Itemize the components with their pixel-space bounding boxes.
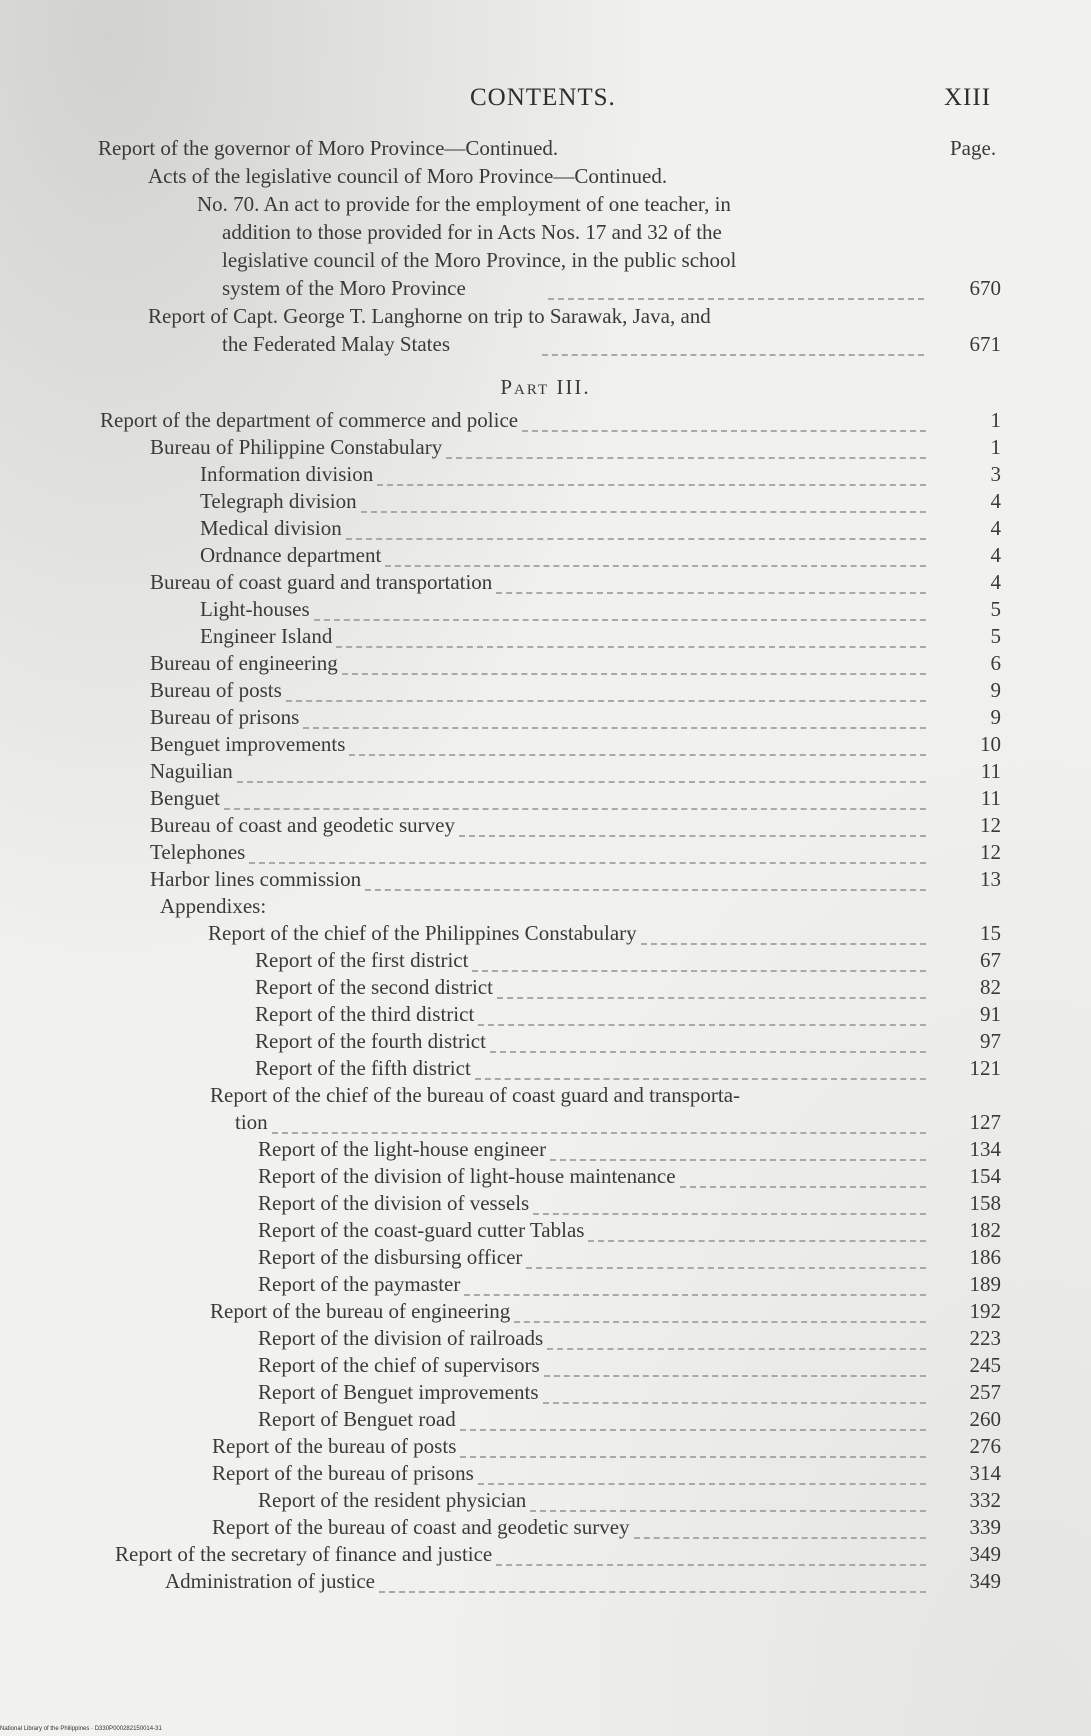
dot-leader: [533, 1211, 926, 1215]
page-number: 121: [969, 1056, 1001, 1080]
dot-leader: [361, 509, 926, 513]
part-heading: Part III.: [500, 375, 591, 399]
toc-entry: [0, 948, 1091, 976]
toc-entry-title: Report of the fourth district: [255, 1029, 486, 1053]
subheading-text: Acts of the legislative council of Moro Province—Continued.: [148, 164, 668, 188]
toc-entry-title: Telephones: [150, 840, 246, 864]
toc-entry: [0, 1353, 1091, 1381]
page-number: 82: [980, 975, 1001, 999]
toc-entry: [0, 489, 1091, 517]
page-number: 11: [980, 786, 1001, 810]
langhorne-text: Report of Capt. George T. Langhorne on trip to Sarawak, Java, and: [148, 304, 711, 328]
page-number: 314: [969, 1461, 1001, 1485]
dot-leader: [224, 806, 926, 810]
page-number: 4: [990, 570, 1001, 594]
toc-entry-title: tion: [235, 1110, 268, 1134]
toc-entry: [0, 1515, 1091, 1543]
toc-entry-title: Ordnance department: [200, 543, 382, 567]
toc-entry-title: Naguilian: [150, 759, 233, 783]
dot-leader: [496, 1562, 926, 1566]
page-number: 257: [969, 1380, 1001, 1404]
dot-leader: [478, 1481, 926, 1485]
page-number: 223: [969, 1326, 1001, 1350]
toc-langhorne-line2: [0, 332, 1091, 360]
toc-entry-title: Report of Benguet improvements: [258, 1380, 539, 1404]
toc-entry: [0, 705, 1091, 733]
toc-entry-title: Bureau of coast and geodetic survey: [150, 813, 455, 837]
page-number: 5: [990, 597, 1001, 621]
dot-leader: [680, 1184, 926, 1188]
toc-entry: [0, 1380, 1091, 1408]
dot-leader: [460, 1427, 926, 1431]
page-number: 11: [980, 759, 1001, 783]
dot-leader: [460, 1454, 926, 1458]
toc-entry-title: Report of the bureau of posts: [212, 1434, 457, 1458]
header-title: CONTENTS.: [470, 84, 616, 111]
heading-text: Report of the governor of Moro Province—Continued.: [98, 136, 559, 160]
library-footer: National Library of the Philippines · D330P000282150014-31: [0, 1726, 162, 1732]
toc-entry-title: Bureau of coast guard and transportation: [150, 570, 493, 594]
toc-entry: [0, 1002, 1091, 1030]
toc-entry: [0, 1434, 1091, 1462]
act70-text: legislative council of the Moro Province, in the public school: [222, 248, 737, 272]
toc-entry-title: Harbor lines commission: [150, 867, 362, 891]
toc-entry: [0, 1164, 1091, 1192]
dot-leader: [530, 1508, 926, 1512]
page-number: 154: [969, 1164, 1001, 1188]
toc-entry: [0, 759, 1091, 787]
toc-entry: [0, 840, 1091, 868]
dot-leader: [272, 1130, 926, 1134]
page-number: 97: [980, 1029, 1001, 1053]
page-number: 5: [990, 624, 1001, 648]
dot-leader: [346, 536, 926, 540]
toc-entry-title: Report of the division of light-house maintenance: [258, 1164, 676, 1188]
page-number: 671: [969, 332, 1001, 356]
page-number: 127: [969, 1110, 1001, 1134]
page-number: 134: [969, 1137, 1001, 1161]
page-number: 349: [969, 1542, 1001, 1566]
toc-entry: [0, 1083, 1091, 1111]
page-number: 9: [990, 705, 1001, 729]
dot-leader: [542, 352, 924, 356]
toc-entry: [0, 1461, 1091, 1489]
toc-entry-title: Report of the bureau of engineering: [210, 1299, 511, 1323]
toc-entry: [0, 516, 1091, 544]
toc-entry: [0, 543, 1091, 571]
toc-entry: [0, 894, 1091, 922]
page-number: 10: [980, 732, 1001, 756]
page-number: 186: [969, 1245, 1001, 1269]
toc-act70-line4: [0, 276, 1091, 304]
page-number: 276: [969, 1434, 1001, 1458]
page-number: 260: [969, 1407, 1001, 1431]
toc-entry: [0, 732, 1091, 760]
toc-entry: [0, 1299, 1091, 1327]
toc-entry: [0, 624, 1091, 652]
page-number: 339: [969, 1515, 1001, 1539]
dot-leader: [544, 1373, 926, 1377]
toc-entry-title: Report of the second district: [255, 975, 493, 999]
toc-entry: [0, 1218, 1091, 1246]
toc-entry: [0, 1272, 1091, 1300]
page-number: 189: [969, 1272, 1001, 1296]
dot-leader: [514, 1319, 926, 1323]
toc-act70-line1: [0, 192, 1091, 220]
page-number: 4: [990, 543, 1001, 567]
toc-entry-title: Report of the fifth district: [255, 1056, 471, 1080]
toc-entry: [0, 1029, 1091, 1057]
dot-leader: [237, 779, 926, 783]
toc-entry: [0, 462, 1091, 490]
dot-leader: [496, 590, 926, 594]
dot-leader: [472, 968, 926, 972]
dot-leader: [349, 752, 926, 756]
toc-entry-title: Bureau of engineering: [150, 651, 338, 675]
page-number: 1: [990, 435, 1001, 459]
toc-entry-title: Telegraph division: [200, 489, 357, 513]
toc-entry-title: Report of the chief of the Philippines Constabulary: [208, 921, 637, 945]
toc-entry: [0, 678, 1091, 706]
toc-entry: [0, 1542, 1091, 1570]
dot-leader: [475, 1076, 926, 1080]
act70-text: addition to those provided for in Acts Nos. 17 and 32 of the: [222, 220, 722, 244]
act70-text: No. 70. An act to provide for the employment of one teacher, in: [197, 192, 731, 216]
toc-entry-title: Report of the first district: [255, 948, 469, 972]
toc-subheading-acts: [0, 164, 1091, 192]
page-column-label: Page.: [950, 136, 997, 160]
dot-leader: [342, 671, 926, 675]
dot-leader: [459, 833, 926, 837]
page-number: 670: [969, 276, 1001, 300]
page-number: 245: [969, 1353, 1001, 1377]
toc-entry-title: Benguet improvements: [150, 732, 346, 756]
dot-leader: [385, 563, 926, 567]
dot-leader: [490, 1049, 926, 1053]
toc-entry-title: Bureau of posts: [150, 678, 282, 702]
dot-leader: [522, 428, 926, 432]
page-number: 158: [969, 1191, 1001, 1215]
page-number: 192: [969, 1299, 1001, 1323]
page-number: 332: [969, 1488, 1001, 1512]
toc-entry-title: Bureau of prisons: [150, 705, 300, 729]
dot-leader: [547, 1346, 926, 1350]
dot-leader: [379, 1589, 926, 1593]
toc-entry: [0, 975, 1091, 1003]
toc-entry-title: Report of the division of vessels: [258, 1191, 530, 1215]
toc-entry: [0, 570, 1091, 598]
toc-entry: [0, 1407, 1091, 1435]
toc-entry: [0, 1056, 1091, 1084]
dot-leader: [497, 995, 926, 999]
page-number: 9: [990, 678, 1001, 702]
page-number: 13: [980, 867, 1001, 891]
dot-leader: [303, 725, 926, 729]
toc-entry-title: Report of the paymaster: [258, 1272, 461, 1296]
dot-leader: [464, 1292, 926, 1296]
toc-entry: [0, 435, 1091, 463]
toc-entry: [0, 1110, 1091, 1138]
toc-act70-line3: [0, 248, 1091, 276]
toc-entry-title: Report of the light-house engineer: [258, 1137, 547, 1161]
page-number: 4: [990, 489, 1001, 513]
toc-entry: [0, 813, 1091, 841]
toc-entry-title: Information division: [200, 462, 374, 486]
dot-leader: [336, 644, 926, 648]
toc-entry: [0, 1569, 1091, 1597]
toc-langhorne-line1: [0, 304, 1091, 332]
toc-entry: [0, 408, 1091, 436]
page-number: 91: [980, 1002, 1001, 1026]
page-number: 182: [969, 1218, 1001, 1242]
toc-entry-title: Report of the third district: [255, 1002, 475, 1026]
dot-leader: [249, 860, 926, 864]
toc-entry-title: Light-houses: [200, 597, 310, 621]
toc-entry-title: Report of the bureau of coast and geodetic survey: [212, 1515, 630, 1539]
page-number: 349: [969, 1569, 1001, 1593]
toc-entry: [0, 1191, 1091, 1219]
page-number: 12: [980, 840, 1001, 864]
toc-heading-governor: [0, 136, 1091, 164]
toc-entry: [0, 867, 1091, 895]
toc-act70-line2: [0, 220, 1091, 248]
toc-entry: [0, 1245, 1091, 1273]
toc-entry-title: Appendixes:: [160, 894, 267, 918]
page-number: 67: [980, 948, 1001, 972]
dot-leader: [365, 887, 926, 891]
toc-entry-title: Bureau of Philippine Constabulary: [150, 435, 443, 459]
dot-leader: [446, 455, 926, 459]
toc-entry: [0, 1488, 1091, 1516]
page-number: 12: [980, 813, 1001, 837]
dot-leader: [286, 698, 926, 702]
running-header: [0, 84, 1091, 124]
page-number: 4: [990, 516, 1001, 540]
toc-entry-title: Report of the bureau of prisons: [212, 1461, 474, 1485]
toc-entry-title: Report of Benguet road: [258, 1407, 456, 1431]
dot-leader: [543, 1400, 926, 1404]
act70-text: system of the Moro Province: [222, 276, 466, 300]
toc-entry: [0, 786, 1091, 814]
toc-entry: [0, 1137, 1091, 1165]
page-number: 15: [980, 921, 1001, 945]
toc-entry-title: Report of the secretary of finance and justice: [115, 1542, 493, 1566]
dot-leader: [526, 1265, 926, 1269]
toc-entry-title: Engineer Island: [200, 624, 333, 648]
dot-leader: [641, 941, 926, 945]
toc-entry: [0, 651, 1091, 679]
header-folio: XIII: [944, 84, 992, 111]
page-number: 1: [990, 408, 1001, 432]
toc-entry-title: Medical division: [200, 516, 342, 540]
toc-entry-title: Administration of justice: [165, 1569, 375, 1593]
toc-entry-title: Report of the chief of the bureau of coast guard and transporta-: [210, 1083, 741, 1107]
toc-entry-title: Report of the chief of supervisors: [258, 1353, 540, 1377]
langhorne-text: the Federated Malay States: [222, 332, 451, 356]
page-number: 6: [990, 651, 1001, 675]
page-number: 3: [990, 462, 1001, 486]
toc-entry: [0, 597, 1091, 625]
dot-leader: [550, 1157, 926, 1161]
dot-leader: [588, 1238, 926, 1242]
toc-entry-title: Report of the resident physician: [258, 1488, 527, 1512]
dot-leader: [634, 1535, 926, 1539]
toc-entry: [0, 921, 1091, 949]
toc-entry: [0, 1326, 1091, 1354]
dot-leader: [548, 296, 924, 300]
dot-leader: [377, 482, 926, 486]
toc-entry-title: Benguet: [150, 786, 220, 810]
toc-entry-title: Report of the disbursing officer: [258, 1245, 523, 1269]
toc-entry-title: Report of the coast-guard cutter Tablas: [258, 1218, 585, 1242]
dot-leader: [314, 617, 926, 621]
toc-entry-title: Report of the department of commerce and police: [100, 408, 519, 432]
dot-leader: [478, 1022, 926, 1026]
toc-entry-title: Report of the division of railroads: [258, 1326, 544, 1350]
